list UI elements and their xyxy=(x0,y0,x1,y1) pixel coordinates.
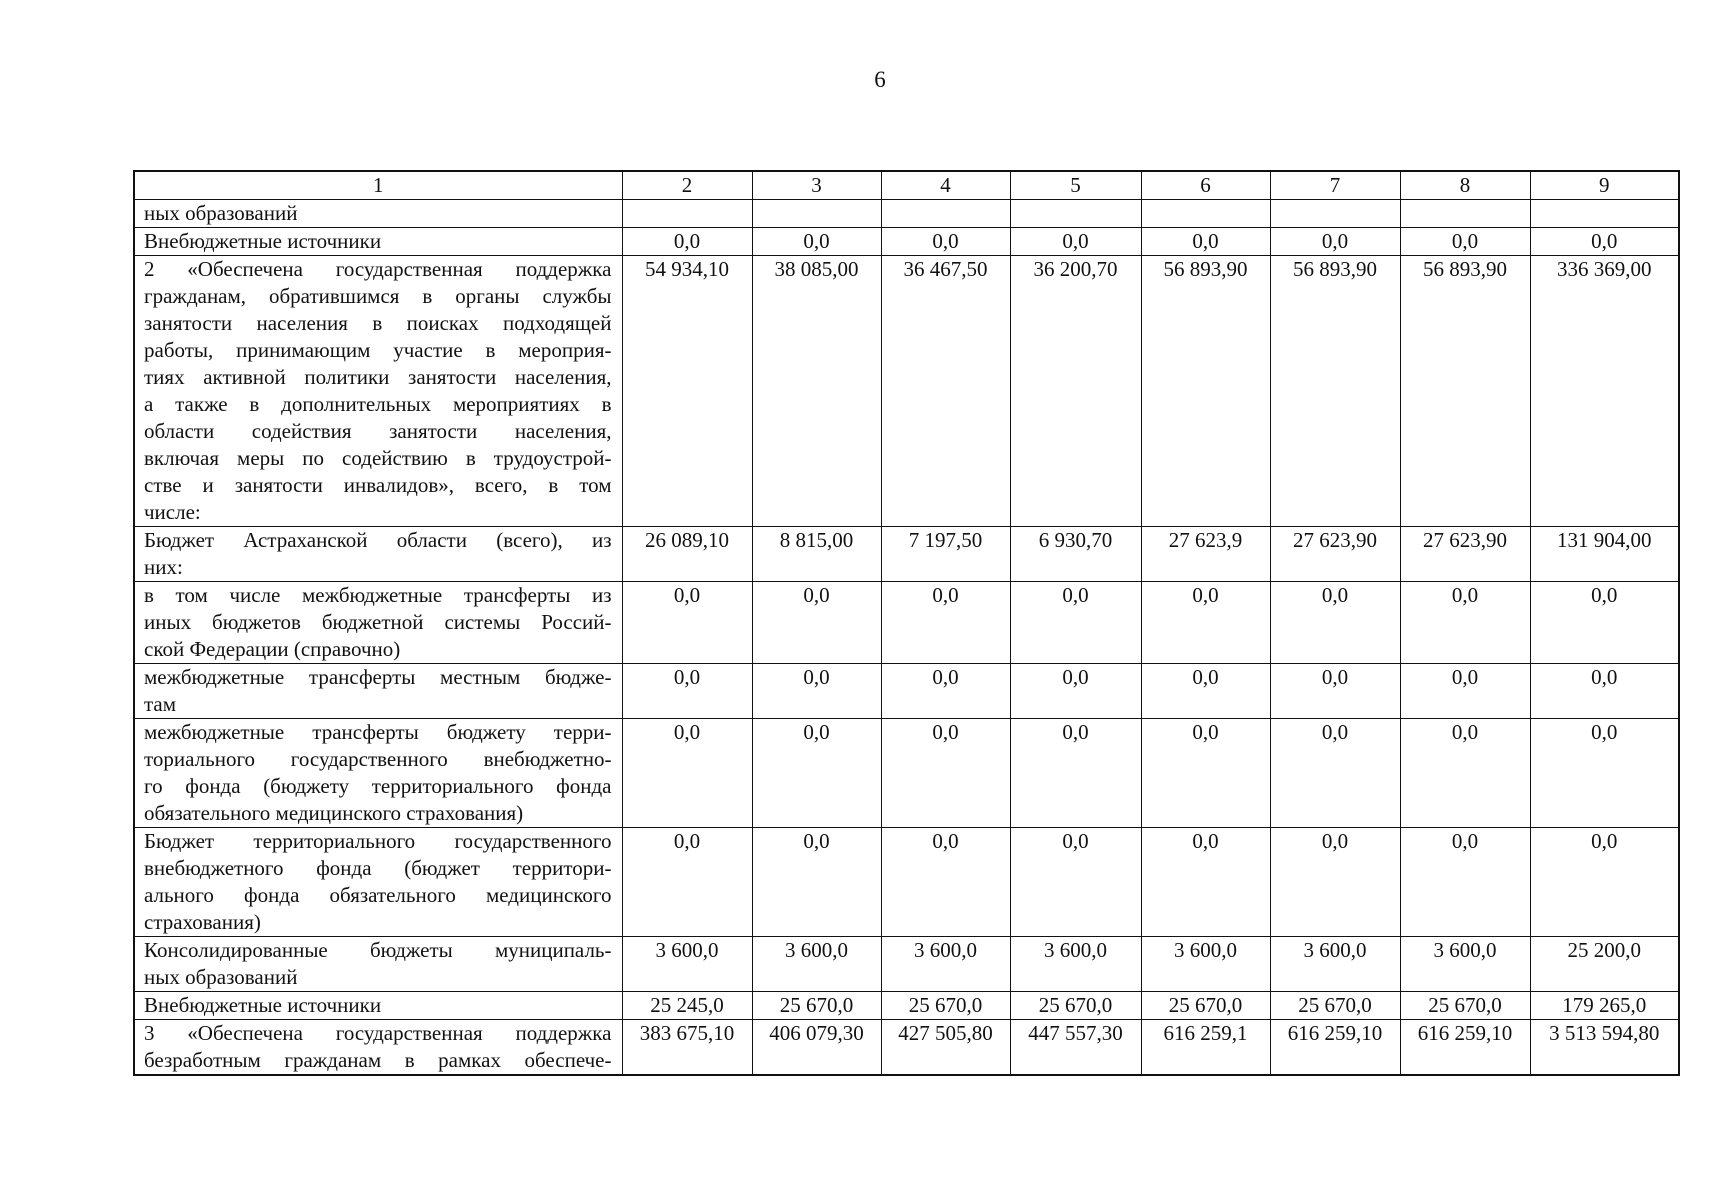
row-label xyxy=(134,256,622,527)
row-label-line: в том числе межбюджетные трансферты из xyxy=(144,583,612,607)
table-header xyxy=(134,171,1679,200)
column-header-1: 1 xyxy=(134,171,622,200)
row-label-line: включая меры по содействию в трудоустрой- xyxy=(144,446,612,470)
row-label-line: ных образований xyxy=(144,965,298,989)
value-cell-col-3: 406 079,30 xyxy=(752,1020,881,1076)
row-label-line: 3 «Обеспечена государственная поддержка xyxy=(144,1021,612,1045)
value-cell-col-5: 447 557,30 xyxy=(1010,1020,1141,1076)
value-cell-col-8: 0,0 xyxy=(1400,664,1530,719)
row-label-line: межбюджетные трансферты бюджету терри- xyxy=(144,720,612,744)
table-row xyxy=(134,228,1679,256)
row-label-line: ных образований xyxy=(144,201,298,225)
value-cell-col-7: 0,0 xyxy=(1270,719,1400,828)
row-label xyxy=(134,228,622,256)
row-label xyxy=(134,992,622,1020)
value-cell-col-9: 0,0 xyxy=(1530,228,1679,256)
row-label-line: внебюджетного фонда (бюджет территори- xyxy=(144,856,612,880)
table-row xyxy=(134,200,1679,228)
value-cell-col-2: 25 245,0 xyxy=(622,992,752,1020)
row-label xyxy=(134,200,622,228)
row-label-line: области содействия занятости населения, xyxy=(144,419,612,443)
row-label-line: безработным гражданам в рамках обеспече- xyxy=(144,1048,612,1072)
row-label-line: числе: xyxy=(144,500,201,524)
value-cell-col-2: 0,0 xyxy=(622,719,752,828)
value-cell-col-8: 25 670,0 xyxy=(1400,992,1530,1020)
value-cell-col-7: 0,0 xyxy=(1270,228,1400,256)
value-cell-col-7: 0,0 xyxy=(1270,664,1400,719)
column-header-8: 8 xyxy=(1400,171,1530,200)
row-label xyxy=(134,527,622,582)
value-cell-col-4: 36 467,50 xyxy=(881,256,1010,527)
header-row xyxy=(134,171,1679,200)
value-cell-col-8: 616 259,10 xyxy=(1400,1020,1530,1076)
value-cell-col-8: 0,0 xyxy=(1400,582,1530,664)
row-label-line: Внебюджетные источники xyxy=(144,229,382,253)
table-body xyxy=(134,200,1679,1076)
value-cell-col-9: 0,0 xyxy=(1530,828,1679,937)
value-cell-col-2: 383 675,10 xyxy=(622,1020,752,1076)
column-header-7: 7 xyxy=(1270,171,1400,200)
value-cell-col-5: 0,0 xyxy=(1010,828,1141,937)
value-cell-col-7: 56 893,90 xyxy=(1270,256,1400,527)
value-cell-col-9: 3 513 594,80 xyxy=(1530,1020,1679,1076)
table-row xyxy=(134,582,1679,664)
row-label-line: ального фонда обязательного медицинского xyxy=(144,883,612,907)
value-cell-col-4: 0,0 xyxy=(881,719,1010,828)
row-label-line: тиях активной политики занятости населения, xyxy=(144,365,612,389)
value-cell-col-6: 616 259,1 xyxy=(1141,1020,1270,1076)
row-label-line: там xyxy=(144,692,177,716)
value-cell-col-6: 0,0 xyxy=(1141,228,1270,256)
table-row xyxy=(134,1020,1679,1076)
value-cell-col-3 xyxy=(752,200,881,228)
value-cell-col-2: 3 600,0 xyxy=(622,937,752,992)
value-cell-col-6: 0,0 xyxy=(1141,828,1270,937)
value-cell-col-7: 0,0 xyxy=(1270,582,1400,664)
value-cell-col-6: 0,0 xyxy=(1141,719,1270,828)
value-cell-col-5: 25 670,0 xyxy=(1010,992,1141,1020)
value-cell-col-2: 0,0 xyxy=(622,228,752,256)
row-label-line: ториального государственного внебюджетно- xyxy=(144,747,612,771)
value-cell-col-8: 0,0 xyxy=(1400,828,1530,937)
value-cell-col-2: 0,0 xyxy=(622,828,752,937)
row-label-line: 2 «Обеспечена государственная поддержка xyxy=(144,257,612,281)
table-row xyxy=(134,937,1679,992)
value-cell-col-5: 0,0 xyxy=(1010,582,1141,664)
table-row xyxy=(134,992,1679,1020)
row-label xyxy=(134,937,622,992)
value-cell-col-3: 3 600,0 xyxy=(752,937,881,992)
row-label-line: Внебюджетные источники xyxy=(144,993,382,1017)
value-cell-col-7 xyxy=(1270,200,1400,228)
value-cell-col-6: 3 600,0 xyxy=(1141,937,1270,992)
row-label-line: обязательного медицинского страхования) xyxy=(144,801,524,825)
value-cell-col-5: 0,0 xyxy=(1010,664,1141,719)
row-label-line: а также в дополнительных мероприятиях в xyxy=(144,392,612,416)
value-cell-col-9: 336 369,00 xyxy=(1530,256,1679,527)
value-cell-col-4: 0,0 xyxy=(881,582,1010,664)
value-cell-col-5: 0,0 xyxy=(1010,228,1141,256)
column-header-3: 3 xyxy=(752,171,881,200)
value-cell-col-5: 3 600,0 xyxy=(1010,937,1141,992)
row-label-line: работы, принимающим участие в мероприя- xyxy=(144,338,612,362)
value-cell-col-9: 131 904,00 xyxy=(1530,527,1679,582)
value-cell-col-7: 25 670,0 xyxy=(1270,992,1400,1020)
value-cell-col-6: 56 893,90 xyxy=(1141,256,1270,527)
value-cell-col-8: 56 893,90 xyxy=(1400,256,1530,527)
value-cell-col-2: 26 089,10 xyxy=(622,527,752,582)
row-label xyxy=(134,582,622,664)
value-cell-col-8: 0,0 xyxy=(1400,228,1530,256)
value-cell-col-5: 0,0 xyxy=(1010,719,1141,828)
column-header-2: 2 xyxy=(622,171,752,200)
column-header-9: 9 xyxy=(1530,171,1679,200)
value-cell-col-8 xyxy=(1400,200,1530,228)
value-cell-col-3: 0,0 xyxy=(752,664,881,719)
value-cell-col-8: 27 623,90 xyxy=(1400,527,1530,582)
row-label-line: стве и занятости инвалидов», всего, в том xyxy=(144,473,612,497)
column-header-4: 4 xyxy=(881,171,1010,200)
value-cell-col-5: 36 200,70 xyxy=(1010,256,1141,527)
value-cell-col-3: 0,0 xyxy=(752,228,881,256)
value-cell-col-2: 0,0 xyxy=(622,582,752,664)
column-header-5: 5 xyxy=(1010,171,1141,200)
value-cell-col-3: 0,0 xyxy=(752,582,881,664)
value-cell-col-7: 0,0 xyxy=(1270,828,1400,937)
value-cell-col-3: 0,0 xyxy=(752,828,881,937)
row-label xyxy=(134,828,622,937)
value-cell-col-6 xyxy=(1141,200,1270,228)
row-label-line: иных бюджетов бюджетной системы Россий- xyxy=(144,610,612,634)
row-label-line: них: xyxy=(144,555,183,579)
value-cell-col-6: 25 670,0 xyxy=(1141,992,1270,1020)
value-cell-col-3: 25 670,0 xyxy=(752,992,881,1020)
value-cell-col-4: 3 600,0 xyxy=(881,937,1010,992)
value-cell-col-4: 7 197,50 xyxy=(881,527,1010,582)
value-cell-col-5 xyxy=(1010,200,1141,228)
value-cell-col-9: 25 200,0 xyxy=(1530,937,1679,992)
row-label xyxy=(134,719,622,828)
row-label xyxy=(134,1020,622,1076)
value-cell-col-9: 0,0 xyxy=(1530,664,1679,719)
table-row xyxy=(134,256,1679,527)
value-cell-col-9: 179 265,0 xyxy=(1530,992,1679,1020)
table-row xyxy=(134,664,1679,719)
row-label-line: го фонда (бюджету территориального фонда xyxy=(144,774,612,798)
row-label-line: Бюджет территориального государственного xyxy=(144,829,612,853)
page-number: 6 xyxy=(874,67,886,92)
table-row xyxy=(134,719,1679,828)
value-cell-col-7: 3 600,0 xyxy=(1270,937,1400,992)
row-label-line: межбюджетные трансферты местным бюдже- xyxy=(144,665,612,689)
value-cell-col-4: 25 670,0 xyxy=(881,992,1010,1020)
value-cell-col-4: 0,0 xyxy=(881,828,1010,937)
table-row xyxy=(134,527,1679,582)
row-label-line: гражданам, обратившимся в органы службы xyxy=(144,284,612,308)
value-cell-col-8: 3 600,0 xyxy=(1400,937,1530,992)
row-label xyxy=(134,664,622,719)
value-cell-col-7: 616 259,10 xyxy=(1270,1020,1400,1076)
value-cell-col-4: 0,0 xyxy=(881,228,1010,256)
value-cell-col-3: 0,0 xyxy=(752,719,881,828)
value-cell-col-6: 27 623,9 xyxy=(1141,527,1270,582)
value-cell-col-5: 6 930,70 xyxy=(1010,527,1141,582)
row-label-line: Консолидированные бюджеты муниципаль- xyxy=(144,938,612,962)
value-cell-col-6: 0,0 xyxy=(1141,582,1270,664)
value-cell-col-2: 54 934,10 xyxy=(622,256,752,527)
value-cell-col-8: 0,0 xyxy=(1400,719,1530,828)
value-cell-col-2: 0,0 xyxy=(622,664,752,719)
row-label-line: страхования) xyxy=(144,910,261,934)
row-label-line: Бюджет Астраханской области (всего), из xyxy=(144,528,612,552)
value-cell-col-2 xyxy=(622,200,752,228)
budget-table xyxy=(133,170,1680,1076)
value-cell-col-3: 8 815,00 xyxy=(752,527,881,582)
value-cell-col-3: 38 085,00 xyxy=(752,256,881,527)
value-cell-col-4 xyxy=(881,200,1010,228)
value-cell-col-9: 0,0 xyxy=(1530,582,1679,664)
value-cell-col-9 xyxy=(1530,200,1679,228)
row-label-line: занятости населения в поисках подходящей xyxy=(144,311,612,335)
row-label-line: ской Федерации (справочно) xyxy=(144,637,401,661)
value-cell-col-4: 0,0 xyxy=(881,664,1010,719)
table-row xyxy=(134,828,1679,937)
column-header-6: 6 xyxy=(1141,171,1270,200)
value-cell-col-9: 0,0 xyxy=(1530,719,1679,828)
value-cell-col-4: 427 505,80 xyxy=(881,1020,1010,1076)
value-cell-col-7: 27 623,90 xyxy=(1270,527,1400,582)
value-cell-col-6: 0,0 xyxy=(1141,664,1270,719)
